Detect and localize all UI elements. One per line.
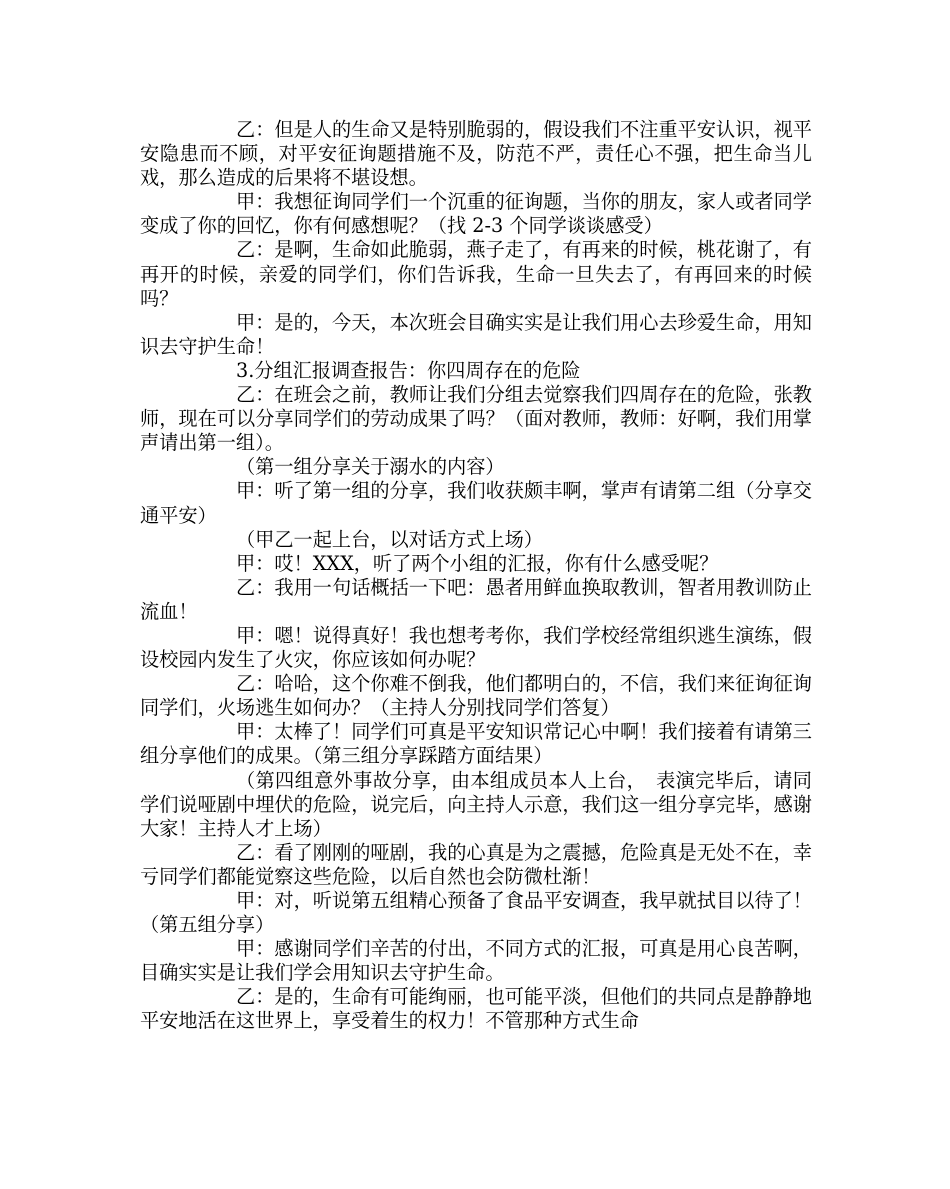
paragraph-4: 甲：是的，今天，本次班会目确实实是让我们用心去珍爱生命，用知识去守护生命！ [140,310,812,358]
paragraph-9: （甲乙一起上台，以对话方式上场） [236,527,543,551]
paragraph-12: 甲：嗯！说得真好！我也想考考你，我们学校经常组织逃生演练，假设校园内发生了火灾，你应该如何办呢？ [140,623,812,672]
paragraph-13: 乙：哈哈，这个你难不倒我，他们都明白的，不信，我们来征询征询同学们，火场逃生如何办？（主持人分别找同学们答复） [140,672,812,720]
paragraph-8: 甲：听了第一组的分享，我们收获颇丰啊，掌声有请第二组（分享交通平安） [140,479,812,527]
document-page [140,118,812,1034]
paragraph-18: 甲：感谢同学们辛苦的付出，不同方式的汇报，可真是用心良苦啊，目确实实是让我们学会用知识去守护生命。 [140,937,812,985]
paragraph-15: （第四组意外事故分享，由本组成员本人上台， 表演完毕后，请同学们说哑剧中埋伏的危险，说完后，向主持人示意，我们这一组分享完毕，感谢大家！主持人才上场） [140,768,812,840]
paragraph-11: 乙：我用一句话概括一下吧：愚者用鲜血换取教训，智者用教训防止流血！ [140,575,812,623]
paragraph-2: 甲：我想征询同学们一个沉重的征询题，当你的朋友，家人或者同学变成了你的回忆，你有何感想呢？（找 2-3 个同学谈谈感受） [140,190,812,238]
paragraph-19: 乙：是的，生命有可能绚丽，也可能平淡，但他们的共同点是静静地平安地活在这世界上，享受着生的权力！不管那种方式生命 [140,985,812,1033]
paragraph-14: 甲：太棒了！同学们可真是平安知识常记心中啊！我们接着有请第三组分享他们的成果。（第三组分享踩踏方面结果） [140,720,812,768]
section-heading: 3.分组汇报调查报告：你四周存在的危险 [236,358,581,382]
paragraph-7: （第一组分享关于溺水的内容） [236,455,505,479]
paragraph-6: 乙：在班会之前，教师让我们分组去觉察我们四周存在的危险，张教师，现在可以分享同学们的劳动成果了吗？（面对教师，教师：好啊，我们用掌声请出第一组）。 [140,383,812,455]
paragraph-1: 乙：但是人的生命又是特别脆弱的，假设我们不注重平安认识，视平安隐患而不顾，对平安征询题措施不及，防范不严，责任心不强，把生命当儿戏，那么造成的后果将不堪设想。 [140,118,812,190]
paragraph-10: 甲：哎！XXX，听了两个小组的汇报，你有什么感受呢？ [236,551,719,575]
paragraph-3: 乙：是啊，生命如此脆弱，燕子走了，有再来的时候，桃花谢了，有再开的时候，亲爱的同学们，你们告诉我，生命一旦失去了，有再回来的时候吗？ [140,238,812,310]
paragraph-16: 乙：看了刚刚的哑剧，我的心真是为之震撼，危险真是无处不在，幸亏同学们都能觉察这些危险，以后自然也会防微杜渐！ [140,840,812,888]
paragraph-17: 甲：对，听说第五组精心预备了食品平安调查，我早就拭目以待了！（第五组分享） [140,889,812,937]
